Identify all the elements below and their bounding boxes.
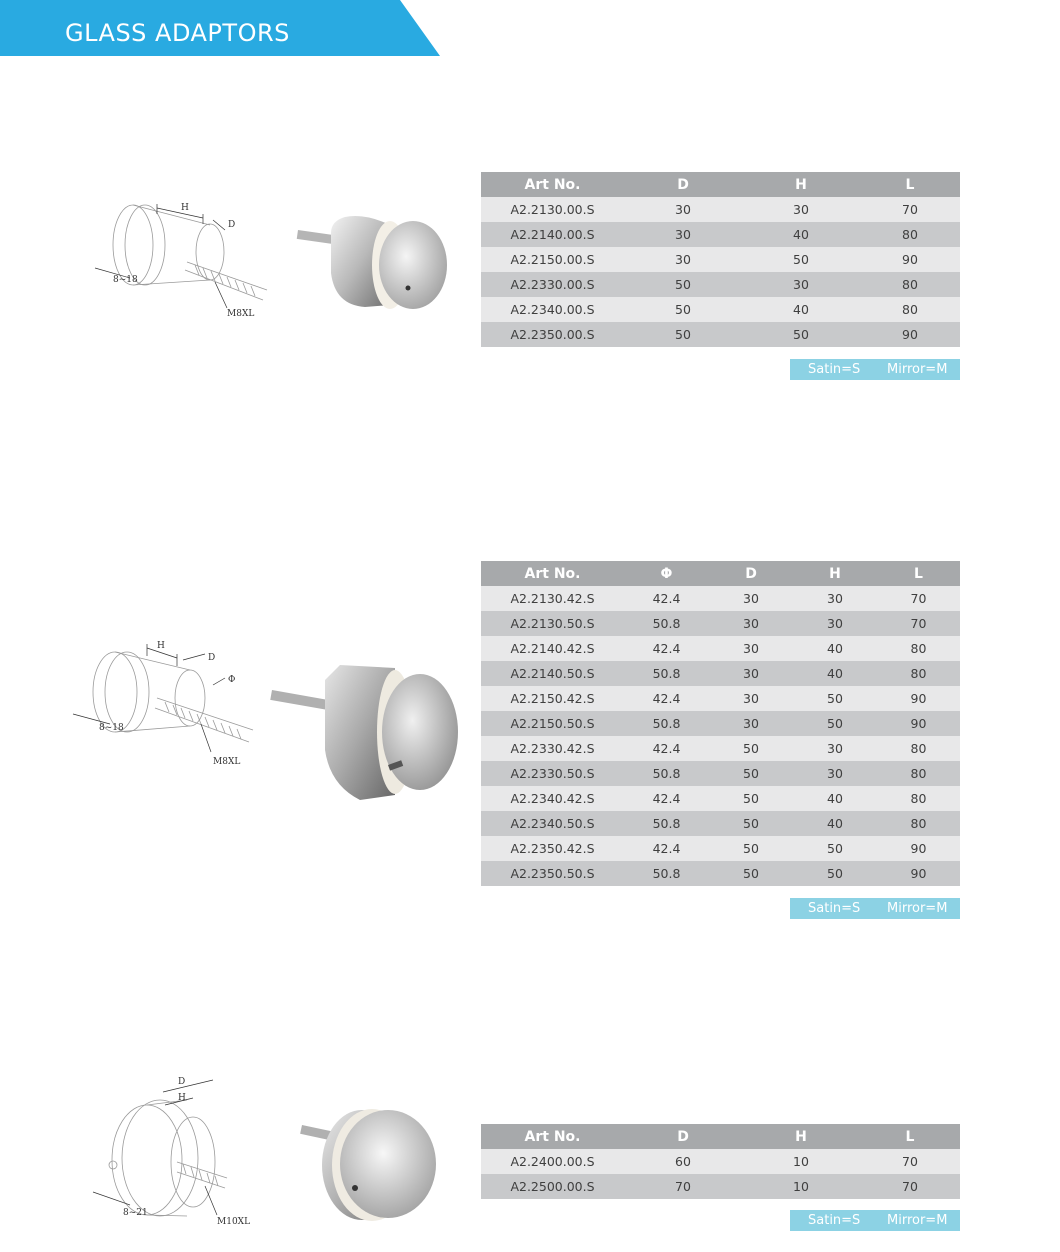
table-row	[481, 711, 960, 736]
cell: 90	[877, 836, 960, 861]
drawing-label-range: 8~21	[123, 1208, 148, 1218]
legend-mirror: Mirror=M	[887, 362, 948, 377]
cell: 30	[793, 611, 877, 636]
drawing-label-h: H	[157, 641, 165, 651]
cell: 50.8	[624, 761, 709, 786]
table-row	[481, 1149, 960, 1174]
cell: 90	[877, 861, 960, 886]
cell: A2.2500.00.S	[481, 1174, 624, 1199]
header-h: H	[742, 1124, 860, 1149]
table-row	[481, 247, 960, 272]
cell: 50.8	[624, 661, 709, 686]
table-row	[481, 786, 960, 811]
cell: A2.2130.00.S	[481, 197, 624, 222]
cell: 80	[860, 222, 960, 247]
table-row	[481, 322, 960, 347]
table-row	[481, 811, 960, 836]
cell: 50	[793, 861, 877, 886]
cell: 30	[709, 686, 793, 711]
table-header-row	[481, 172, 960, 197]
cell: 30	[709, 711, 793, 736]
page-title: GLASS ADAPTORS	[65, 19, 290, 47]
cell: 50.8	[624, 811, 709, 836]
cell: 50	[793, 711, 877, 736]
cell: A2.2350.50.S	[481, 861, 624, 886]
cell: A2.2340.42.S	[481, 786, 624, 811]
technical-drawing-1	[85, 190, 285, 330]
drawing-label-h: H	[181, 203, 189, 213]
cell: 30	[742, 197, 860, 222]
cell: 42.4	[624, 736, 709, 761]
legend-satin: Satin=S	[808, 362, 861, 377]
product-photo-3	[300, 1100, 445, 1225]
cell: A2.2330.50.S	[481, 761, 624, 786]
cell: 40	[793, 636, 877, 661]
finish-legend-3	[790, 1210, 960, 1231]
cell: 42.4	[624, 686, 709, 711]
table-row	[481, 686, 960, 711]
legend-mirror: Mirror=M	[887, 901, 948, 916]
cell: 42.4	[624, 836, 709, 861]
cell: 30	[709, 636, 793, 661]
cell: A2.2140.00.S	[481, 222, 624, 247]
product-photo-2	[270, 660, 465, 810]
cell: A2.2140.42.S	[481, 636, 624, 661]
table-row	[481, 611, 960, 636]
cell: 70	[877, 586, 960, 611]
cell: 30	[793, 736, 877, 761]
technical-drawing-3	[85, 1070, 275, 1235]
table-row	[481, 197, 960, 222]
cell: A2.2340.50.S	[481, 811, 624, 836]
legend-satin: Satin=S	[808, 901, 861, 916]
cell: 70	[877, 611, 960, 636]
cell: A2.2330.42.S	[481, 736, 624, 761]
header-l: L	[860, 172, 960, 197]
finish-legend-2	[790, 898, 960, 919]
header-h: H	[742, 172, 860, 197]
cell: 80	[877, 636, 960, 661]
cell: 70	[860, 1149, 960, 1174]
drawing-label-range: 8~18	[113, 275, 138, 285]
drawing-label-phi: Φ	[228, 675, 236, 685]
cell: A2.2340.00.S	[481, 297, 624, 322]
spec-table-2	[481, 561, 960, 886]
cell: 50	[709, 836, 793, 861]
table-row	[481, 661, 960, 686]
cell: 80	[860, 297, 960, 322]
cell: 10	[742, 1149, 860, 1174]
table-row	[481, 761, 960, 786]
drawing-label-thread: M10XL	[217, 1217, 251, 1227]
table-row	[481, 297, 960, 322]
table-header-row	[481, 561, 960, 586]
cell: 50	[793, 686, 877, 711]
header-l: L	[860, 1124, 960, 1149]
cell: A2.2150.42.S	[481, 686, 624, 711]
table-row	[481, 586, 960, 611]
cell: A2.2130.50.S	[481, 611, 624, 636]
drawing-label-thread: M8XL	[227, 309, 255, 319]
cell: 30	[793, 761, 877, 786]
cell: 50	[624, 297, 742, 322]
cell: 30	[709, 586, 793, 611]
header-d: D	[709, 561, 793, 586]
table-row	[481, 861, 960, 886]
cell: 80	[877, 786, 960, 811]
legend-satin: Satin=S	[808, 1213, 861, 1228]
cell: 30	[624, 222, 742, 247]
cell: 50	[742, 247, 860, 272]
cell: 70	[860, 1174, 960, 1199]
technical-drawing-2	[65, 630, 270, 775]
cell: 90	[860, 247, 960, 272]
cell: 50	[709, 811, 793, 836]
cell: A2.2140.50.S	[481, 661, 624, 686]
drawing-label-h: H	[178, 1093, 186, 1103]
cell: 50	[624, 322, 742, 347]
cell: A2.2330.00.S	[481, 272, 624, 297]
cell: 40	[742, 297, 860, 322]
header-art-no: Art No.	[481, 561, 624, 586]
cell: 90	[877, 686, 960, 711]
cell: 30	[709, 611, 793, 636]
cell: 80	[877, 811, 960, 836]
cell: 80	[877, 661, 960, 686]
cell: A2.2350.00.S	[481, 322, 624, 347]
cell: A2.2150.00.S	[481, 247, 624, 272]
header-d: D	[624, 172, 742, 197]
header-art-no: Art No.	[481, 172, 624, 197]
cell: 50	[793, 836, 877, 861]
cell: 80	[877, 761, 960, 786]
cell: 80	[877, 736, 960, 761]
table-row	[481, 222, 960, 247]
table-row	[481, 636, 960, 661]
cell: 50	[709, 761, 793, 786]
finish-legend-1	[790, 359, 960, 380]
drawing-label-thread: M8XL	[213, 757, 241, 767]
drawing-label-range: 8~18	[99, 723, 124, 733]
cell: 70	[860, 197, 960, 222]
cell: 10	[742, 1174, 860, 1199]
cell: A2.2150.50.S	[481, 711, 624, 736]
cell: 70	[624, 1174, 742, 1199]
header-d: D	[624, 1124, 742, 1149]
table-row	[481, 836, 960, 861]
table-header-row	[481, 1124, 960, 1149]
spec-table-1	[481, 172, 960, 347]
cell: 50	[624, 272, 742, 297]
spec-table-3	[481, 1124, 960, 1199]
cell: 50.8	[624, 611, 709, 636]
cell: 30	[742, 272, 860, 297]
cell: 42.4	[624, 786, 709, 811]
table-row	[481, 272, 960, 297]
cell: 30	[624, 247, 742, 272]
cell: A2.2350.42.S	[481, 836, 624, 861]
cell: 50.8	[624, 711, 709, 736]
table-row	[481, 1174, 960, 1199]
header-art-no: Art No.	[481, 1124, 624, 1149]
cell: A2.2400.00.S	[481, 1149, 624, 1174]
cell: 50	[742, 322, 860, 347]
header-phi: Φ	[624, 561, 709, 586]
cell: 42.4	[624, 636, 709, 661]
cell: 50	[709, 861, 793, 886]
cell: 50	[709, 786, 793, 811]
cell: 50.8	[624, 861, 709, 886]
cell: 60	[624, 1149, 742, 1174]
legend-mirror: Mirror=M	[887, 1213, 948, 1228]
cell: 50	[709, 736, 793, 761]
drawing-label-d: D	[228, 220, 236, 230]
cell: 30	[793, 586, 877, 611]
cell: 42.4	[624, 586, 709, 611]
cell: 40	[742, 222, 860, 247]
table-row	[481, 736, 960, 761]
cell: 30	[624, 197, 742, 222]
cell: 90	[860, 322, 960, 347]
cell: 40	[793, 786, 877, 811]
cell: 90	[877, 711, 960, 736]
header-l: L	[877, 561, 960, 586]
cell: 40	[793, 661, 877, 686]
drawing-label-d: D	[178, 1077, 186, 1087]
cell: 40	[793, 811, 877, 836]
cell: 30	[709, 661, 793, 686]
cell: A2.2130.42.S	[481, 586, 624, 611]
product-photo-1	[295, 195, 455, 325]
drawing-label-d: D	[208, 653, 216, 663]
cell: 80	[860, 272, 960, 297]
header-h: H	[793, 561, 877, 586]
